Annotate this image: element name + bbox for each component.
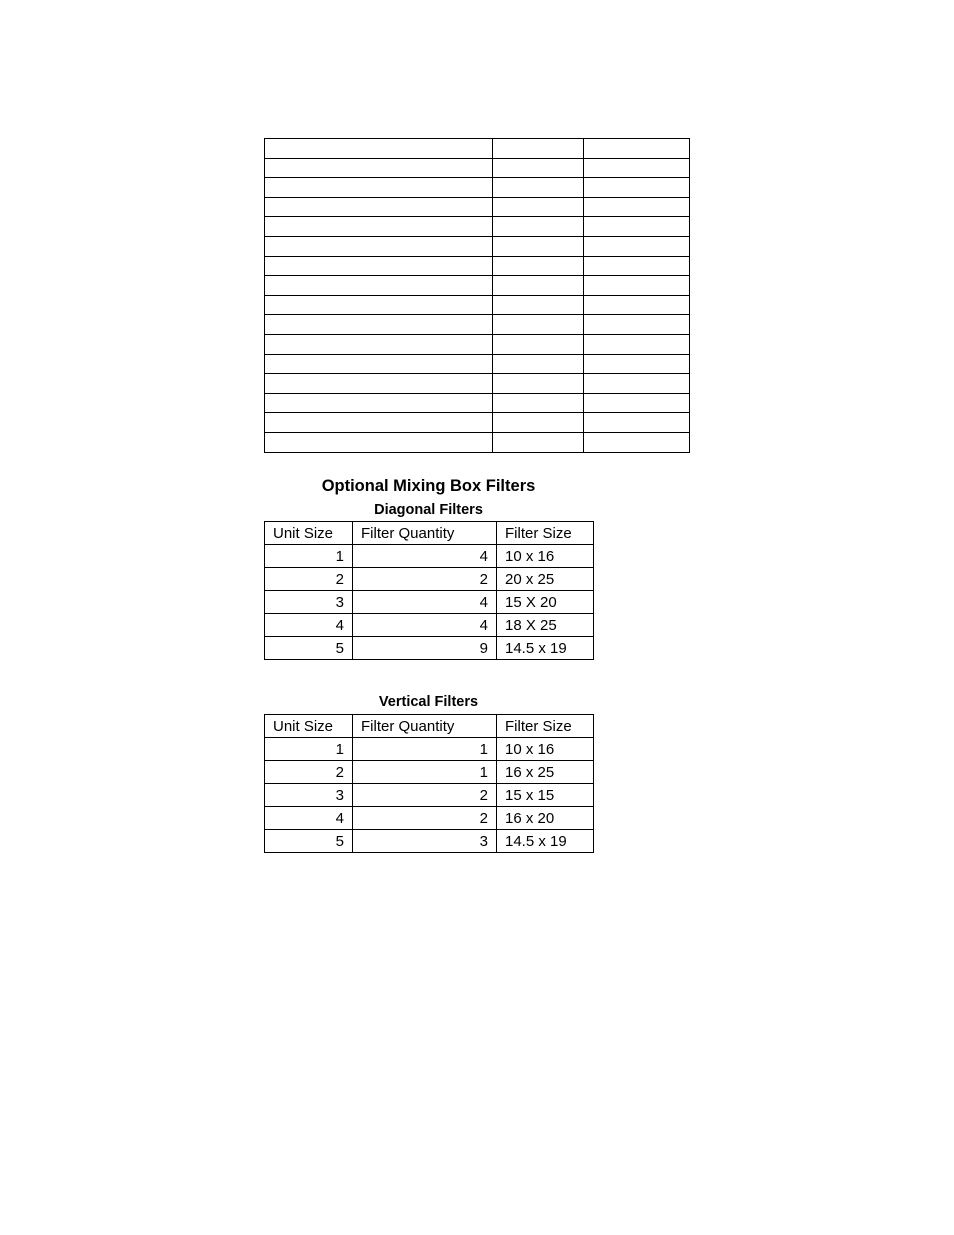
unit-size-cell: 2 — [265, 568, 353, 591]
filter-size-cell: 16 x 20 — [497, 807, 594, 830]
empty-grid-cell — [584, 158, 690, 178]
empty-grid-cell — [265, 256, 493, 276]
empty-grid-body — [265, 139, 690, 453]
empty-grid-row — [265, 432, 690, 452]
empty-grid-cell — [265, 276, 493, 296]
empty-grid-cell — [493, 158, 584, 178]
filter-size-cell: 15 x 15 — [497, 784, 594, 807]
empty-grid-cell — [584, 236, 690, 256]
table-row — [265, 614, 594, 637]
table-header-row — [265, 522, 594, 545]
empty-grid-cell — [265, 217, 493, 237]
empty-grid-cell — [584, 374, 690, 394]
unit-size-cell: 1 — [265, 545, 353, 568]
filter-size-cell: 10 x 16 — [497, 738, 594, 761]
filter-quantity-cell: 9 — [353, 637, 497, 660]
empty-grid-row — [265, 256, 690, 276]
empty-grid-row — [265, 178, 690, 198]
empty-grid-cell — [493, 139, 584, 159]
empty-grid-row — [265, 334, 690, 354]
filter-quantity-cell: 1 — [353, 761, 497, 784]
empty-grid-row — [265, 393, 690, 413]
empty-grid-row — [265, 276, 690, 296]
empty-grid-cell — [584, 217, 690, 237]
table-header-row — [265, 715, 594, 738]
vertical-filters-title: Vertical Filters — [378, 694, 479, 710]
empty-grid-cell — [493, 295, 584, 315]
empty-grid-row — [265, 197, 690, 217]
empty-grid-cell — [493, 197, 584, 217]
table-row — [265, 637, 594, 660]
empty-grid-cell — [265, 354, 493, 374]
filter-size-cell: 14.5 x 19 — [497, 830, 594, 853]
empty-grid-cell — [584, 178, 690, 198]
diagonal-filters-table — [264, 521, 594, 660]
filter-size-cell: 10 x 16 — [497, 545, 594, 568]
empty-grid — [264, 138, 690, 453]
unit-size-cell: 2 — [265, 761, 353, 784]
unit-size-cell: 4 — [265, 614, 353, 637]
empty-grid-cell — [265, 374, 493, 394]
header-filter-size: Filter Size — [497, 522, 594, 545]
empty-grid-cell — [493, 178, 584, 198]
unit-size-cell: 5 — [265, 637, 353, 660]
empty-grid-cell — [584, 256, 690, 276]
empty-grid-cell — [493, 393, 584, 413]
vertical-filters-table — [264, 714, 594, 853]
table-row — [265, 591, 594, 614]
empty-grid-cell — [584, 315, 690, 335]
empty-grid-cell — [584, 139, 690, 159]
empty-grid-cell — [584, 276, 690, 296]
empty-grid-cell — [493, 334, 584, 354]
empty-grid-row — [265, 315, 690, 335]
empty-grid-cell — [265, 413, 493, 433]
filter-quantity-cell: 4 — [353, 614, 497, 637]
unit-size-cell: 1 — [265, 738, 353, 761]
unit-size-cell: 4 — [265, 807, 353, 830]
page-title: Optional Mixing Box Filters — [321, 477, 536, 495]
empty-grid-cell — [493, 276, 584, 296]
filter-size-cell: 16 x 25 — [497, 761, 594, 784]
empty-grid-cell — [493, 236, 584, 256]
filter-quantity-cell: 4 — [353, 591, 497, 614]
empty-grid-cell — [493, 217, 584, 237]
filter-size-cell: 14.5 x 19 — [497, 637, 594, 660]
empty-grid-cell — [265, 315, 493, 335]
table-row — [265, 545, 594, 568]
empty-grid-cell — [265, 393, 493, 413]
header-filter-quantity: Filter Quantity — [353, 715, 497, 738]
empty-grid-cell — [584, 432, 690, 452]
filter-size-cell: 15 X 20 — [497, 591, 594, 614]
empty-grid-cell — [584, 413, 690, 433]
empty-grid-cell — [265, 334, 493, 354]
table-row — [265, 568, 594, 591]
empty-grid-cell — [584, 197, 690, 217]
filter-size-cell: 20 x 25 — [497, 568, 594, 591]
filter-quantity-cell: 2 — [353, 784, 497, 807]
header-unit-size: Unit Size — [265, 715, 353, 738]
empty-grid-cell — [265, 197, 493, 217]
empty-grid-row — [265, 139, 690, 159]
filter-quantity-cell: 4 — [353, 545, 497, 568]
unit-size-cell: 3 — [265, 784, 353, 807]
empty-grid-row — [265, 295, 690, 315]
table-row — [265, 761, 594, 784]
empty-grid-cell — [265, 236, 493, 256]
table-row — [265, 807, 594, 830]
header-filter-quantity: Filter Quantity — [353, 522, 497, 545]
filter-quantity-cell: 3 — [353, 830, 497, 853]
table-row — [265, 830, 594, 853]
unit-size-cell: 3 — [265, 591, 353, 614]
empty-grid-cell — [493, 413, 584, 433]
empty-grid-cell — [584, 334, 690, 354]
unit-size-cell: 5 — [265, 830, 353, 853]
empty-grid-cell — [265, 139, 493, 159]
filter-quantity-cell: 2 — [353, 807, 497, 830]
empty-grid-cell — [584, 354, 690, 374]
table-row — [265, 738, 594, 761]
empty-grid-cell — [265, 432, 493, 452]
empty-grid-cell — [265, 178, 493, 198]
empty-grid-row — [265, 236, 690, 256]
header-unit-size: Unit Size — [265, 522, 353, 545]
empty-grid-cell — [493, 315, 584, 335]
empty-grid-cell — [493, 432, 584, 452]
empty-grid-cell — [584, 295, 690, 315]
filter-quantity-cell: 1 — [353, 738, 497, 761]
filter-size-cell: 18 X 25 — [497, 614, 594, 637]
empty-grid-row — [265, 374, 690, 394]
empty-grid-cell — [265, 295, 493, 315]
empty-grid-cell — [493, 374, 584, 394]
empty-grid-cell — [584, 393, 690, 413]
table-row — [265, 784, 594, 807]
empty-grid-row — [265, 158, 690, 178]
header-filter-size: Filter Size — [497, 715, 594, 738]
empty-grid-cell — [265, 158, 493, 178]
diagonal-filters-title: Diagonal Filters — [374, 502, 483, 518]
empty-grid-row — [265, 217, 690, 237]
empty-grid-row — [265, 413, 690, 433]
empty-grid-row — [265, 354, 690, 374]
filter-quantity-cell: 2 — [353, 568, 497, 591]
empty-grid-cell — [493, 256, 584, 276]
empty-grid-cell — [493, 354, 584, 374]
